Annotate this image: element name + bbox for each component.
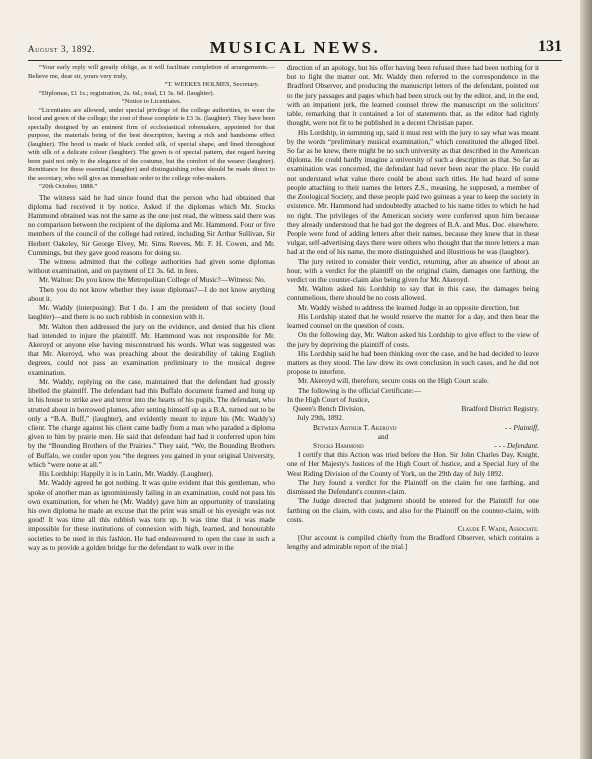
certificate-defendant: Stocks Hammond [313,441,364,450]
paragraph: The witness said he had since found that the person who had obtained that diploma had received it by notice. Asked if the diplomas which Mr. Stocks Hammond obtained was not the same as the one just read, the witness said there was no comparison between the recipient of the diploma and Mr. Hammond. Four or five members of the council of the college had retired, including Sir Arthur Sullivan, Sir Herbert Oakeley, Sir George Elvey, Mr. Sims Reeves, Mr. F. H. Cowen, and Mr. Cummings, but they gave good reasons for doing so. [28,193,275,257]
left-column [28,64,275,553]
page-header [28,36,562,58]
certificate-text: The Judge directed that judgment should be entered for the Plaintiff for one farthing on the claim, with costs, and also for the Plaintiff on the counter-claim, with costs. [287,497,539,524]
certificate-plaintiff: Between Arthur T. Akeroyd [313,423,397,432]
paragraph: The following is the official Certificate:— [298,386,421,395]
certificate-text: I certify that this Action was tried before the Hon. Sir John Charles Day, Knight, one of Her Majesty's Justices of the High Court of Justice, and a Special Jury of the West Riding Division of the County of York, on the 29th day of July 1892. [287,451,539,478]
certificate-defendant-role: - - - Defendant. [494,441,539,450]
paragraph: Mr. Walton: Do you know the Metropolitan College of Music?—Witness: No. [39,276,266,285]
paragraph: Then you do not know whether they issue diplomas?—I do not know anything about it. [28,285,275,303]
paragraph: His Lordship said he had been thinking over the case, and he had decided to leave matters as they stood. The law drew its own conclusion in such cases, and he did not propose to interfere. [287,349,539,377]
quote-fees: “Diplomas, £1 1s.; registration, 2s. 6d.; total, £1 3s. 6d. (laughter). [39,89,215,97]
certificate-signature: Claude F. Wade, Associate. [457,524,539,533]
paragraph: Mr. Waddy (interposing): But I do. I am the president of that society (loud laughter)—and there is no such rubbish in connexion with it. [28,304,275,322]
publication-title: MUSICAL NEWS. [209,38,381,57]
certificate-division: Queen's Bench Division, [293,405,365,414]
certificate [287,396,539,451]
quote-date: “20th October, 1888.” [39,183,98,190]
paragraph: His Lordship, in summing up, said it must rest with the jury to say what was meant by the words “preliminary musical examination,” which constituted the alleged libel. So far as he knew, there might be no such university as that described in the American diploma. He could hardly imagine a university of such a description as that. So far as examination was concerned, the defendant had never been near the place. He could not understand what value there could be about such titles. He had heard of some people attaching to their names the letters Z.S., meaning, he supposed, a member of the Zoological Society, and these people paid two guineas a year to keep the society in existence. Mr. Hammond had undoubtedly attached to his name titles to which he had no right. The privileges of the American society were conferred upon him because they already understood that he had got the degrees of B.A. and Mus. Doc. elsewhere. People were fond of adding letters after their names, because they knew that in these vulgar, self-advertising days there were others who thought that the more letters a man had at the end of his name, the more distinguished and illustrious he was (laughter). [287,128,539,257]
certificate-defendant-row [287,442,539,451]
issue-date: August 3, 1892. [28,44,96,54]
certificate-text: The Jury found a verdict for the Plaintiff on the claim for one farthing, and dismissed the Defendant's counter-claim. [287,478,539,497]
certificate-registry: Bradford District Registry. [461,405,539,414]
paragraph: Mr. Waddy wished to address the learned Judge in an opposite direction, but [298,303,520,312]
certificate-and: and [377,432,389,441]
certificate-plaintiff-row [287,424,539,433]
paragraph: Mr. Walton then addressed the jury on the evidence, and denied that his client had intended to injure the plaintiff. Mr. Hammond was not responsible for Mr. Akeroyd or anyone else having misconstrued his words. What was suggested was that Mr. Akeroyd, who was preaching about the desirability of taking English degrees, could not pass an examination preliminary to the musical degree examination. [28,322,275,377]
paragraph: Mr. Waddy, replying on the case, maintained that the defendant had grossly libelled the plaintiff. The defendant had this Buffalo document framed and hung up in his house to strike awe and terror into the hearts of his pupils. The defendant, who strutted about in borrowed plumes, after setting himself up as a B.A. turned out to be only a “B.A. Buff,” (laughter), and evidently meant to injure his (Mr. Waddy's) client. The charge against his client came badly from a man who paraded a diploma given to him by prairie men. He said that defendant had had it conferred upon him by the “Bounding Brothers of the Prairies.” They said, “We, the Bounding Brothers of Buffalo, we confer upon you “the degrees you gained in your original University, which “were none at all.” [28,377,275,469]
quote-notice-heading: “Notice to Licentiates. [121,98,182,105]
paragraph: The jury retired to consider their verdict, returning, after an absence of about an hour, with a verdict for the plaintiff on the original claim, damages one farthing, the verdict on the counter-claim also being given for Mr. Akeroyd. [287,257,539,285]
quote-signature: “T. WEEKES HOLMES, Secretary. [164,81,259,88]
paragraph: The witness admitted that the college authorities had given some diplomas without examination, and on payment of £1 3s. 6d. in fees. [28,258,275,276]
paragraph: On the following day, Mr. Walton asked his Lordship to give effect to the view of the jury by depriving the plaintiff of costs. [287,331,539,349]
quote-notice-body: “Licentiates are allowed, under special privilege of the college authorities, to wear the hood and gown of the college; the cost of these complete is £3 3s. (laughter). They have been specially designed by an eminent firm of ecclesiastical robemakers, appointed for that purpose, the materials being of the best description, having a rich and handsome effect (laughter). The hood is made of black corded silk, of special shape, and lined throughout with silk of a delicate colour (laughter). The gown is of special pattern, due regard having been paid not only to the elegance of the costume, but the comfort of the wearer (laughter). Remittance for these essential (laughter) and distinguishing robes should be made direct to the secretary, who will give an immediate order to the college robe-makers. [28,106,275,182]
paragraph: Mr. Waddy agreed he got nothing. It was quite evident that this gentleman, who spoke of another man as ignominiously failing in an examination, could not pass his own examination, for when he (Mr. Waddy) gave him an opportunity of translating his own diploma he made an excuse that the print was small or his eyesight was not good! It was time all this rubbish was torn up. It was time that it was made impossible for these institutions of connexion with high, learned, and honourable societies to be used in this fashion. He had endeavoured to open the case in such a way as to provide a golden bridge for the defendant to walk over in the [28,479,275,552]
paragraph: Mr. Walton asked his Lordship to say that in this case, the damages being contumelious, there should be no costs allowed. [287,285,539,303]
paragraph: His Lordship: Happily it is in Latin, Mr. Waddy. (Laughter). [39,470,214,479]
page-number: 131 [538,38,562,55]
certificate-plaintiff-role: - - Plaintiff, [504,423,539,432]
quote-line: “Your early reply will greatly oblige, as it will facilitate completion of arrangements.—Believe me, dear sir, yours very truly, [28,64,275,80]
page-edge [580,0,592,759]
footnote: [Our account is compiled chiefly from the Bradford Observer, which contains a lengthy and admirable report of the trial.] [287,534,539,552]
right-column [287,64,539,553]
certificate-court: In the High Court of Justice, [287,395,370,404]
paragraph: direction of an apology, but his offer having been refused there had been nothing for it but to fight the matter out. Mr. Waddy then referred to the correspondence in the Bradford Observer, and producing the manuscript letters of the defendant, pointed out to the jury passages and pages which had been struck out by the editor, and, in the end, with an impatient jerk, the learned counsel threw the manuscript on the solicitors' table, remarking that it contained a lot of statements that, as the editor had rightly thought, were not fit to be published in a decent Christian paper. [287,64,539,128]
certificate-division-row [287,405,539,414]
header-rule [28,60,562,61]
certificate-date: July 29th, 1892. [297,414,344,423]
paragraph: His Lordship stated that he would reserve the matter for a day, and then hear the learned counsel on the question of costs. [287,312,539,331]
paragraph: Mr. Akeroyd will, therefore, secure costs on the High Court scale. [298,377,489,386]
